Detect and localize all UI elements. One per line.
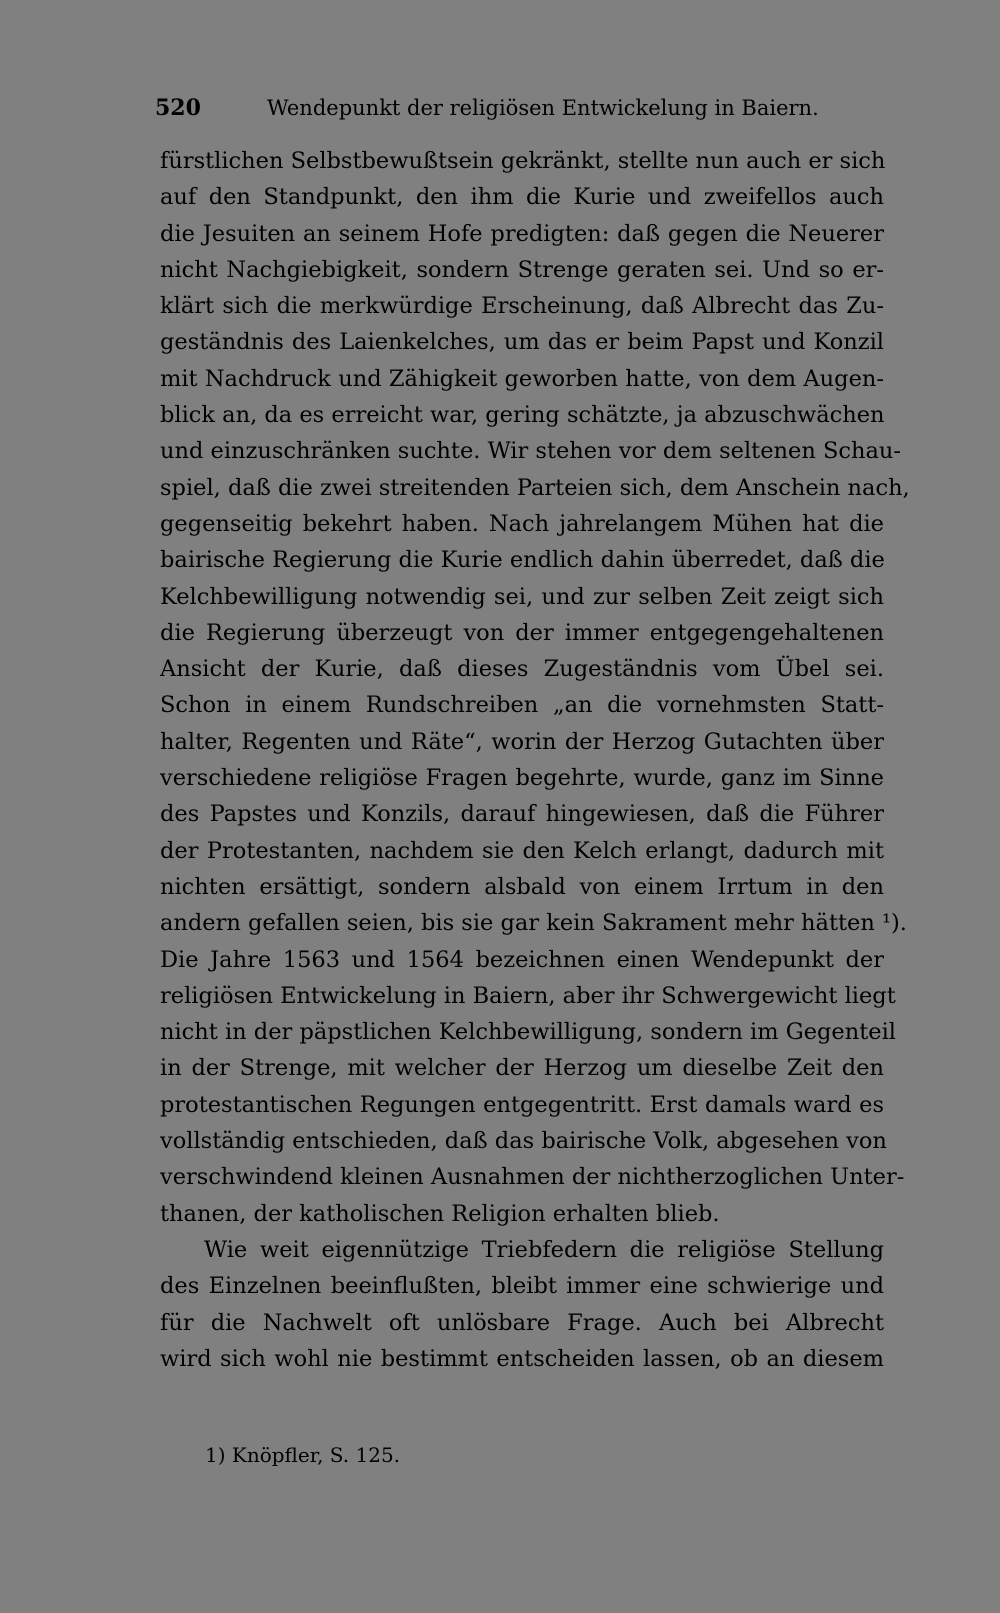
- text-line: bairische Regierung die Kurie endlich dahin überredet, daß die: [160, 547, 885, 574]
- page-number: 520: [155, 95, 201, 121]
- text-line: Wie weit eigennützige Triebfedern die religiöse Stellung: [204, 1236, 884, 1263]
- text-line: Ansicht der Kurie, daß dieses Zugeständnis vom Übel sei.: [160, 656, 884, 683]
- text-line: des Papstes und Konzils, darauf hingewiesen, daß die Führer: [160, 801, 884, 828]
- text-line: die Regierung überzeugt von der immer entgegengehaltenen: [160, 619, 884, 646]
- text-line: Die Jahre 1563 und 1564 bezeichnen einen Wendepunkt der: [160, 946, 884, 973]
- running-title: Wendepunkt der religiösen Entwickelung in Baiern.: [267, 96, 819, 120]
- text-line: fürstlichen Selbstbewußtsein gekränkt, stellte nun auch er sich: [160, 148, 886, 174]
- text-line: mit Nachdruck und Zähigkeit geworben hatte, von dem Augen-: [160, 365, 884, 392]
- text-line: nicht Nachgiebigkeit, sondern Strenge geraten sei. Und so er-: [160, 256, 884, 283]
- text-line: spiel, daß die zwei streitenden Parteien sich, dem Anschein nach,: [160, 474, 910, 501]
- text-line: thanen, der katholischen Religion erhalten blieb.: [160, 1200, 720, 1227]
- text-line: der Protestanten, nachdem sie den Kelch erlangt, dadurch mit: [160, 837, 884, 864]
- running-head: [155, 90, 885, 126]
- text-line: geständnis des Laienkelches, um das er beim Papst und Konzil: [160, 329, 884, 356]
- text-line: für die Nachwelt oft unlösbare Frage. Auch bei Albrecht: [160, 1309, 884, 1336]
- text-line: in der Strenge, mit welcher der Herzog um dieselbe Zeit den: [160, 1055, 884, 1082]
- text-line: auf den Standpunkt, den ihm die Kurie und zweifellos auch: [160, 184, 884, 211]
- text-line: verschwindend kleinen Ausnahmen der nichtherzoglichen Unter-: [160, 1164, 905, 1191]
- text-line: religiösen Entwickelung in Baiern, aber ihr Schwergewicht liegt: [160, 982, 896, 1009]
- text-line: Schon in einem Rundschreiben „an die vornehmsten Statt-: [160, 692, 884, 719]
- text-line: nicht in der päpstlichen Kelchbewilligung, sondern im Gegenteil: [160, 1019, 896, 1046]
- text-line: wird sich wohl nie bestimmt entscheiden lassen, ob an diesem: [160, 1345, 884, 1372]
- text-line: vollständig entschieden, daß das bairische Volk, abgesehen von: [160, 1128, 887, 1155]
- text-line: und einzuschränken suchte. Wir stehen vor dem seltenen Schau-: [160, 438, 902, 465]
- body-text: [160, 143, 910, 1377]
- text-line: protestantischen Regungen entgegentritt. Erst damals ward es: [160, 1091, 884, 1118]
- text-line: klärt sich die merkwürdige Erscheinung, daß Albrecht das Zu-: [160, 293, 884, 320]
- text-line: verschiedene religiöse Fragen begehrte, wurde, ganz im Sinne: [160, 765, 884, 792]
- text-line: halter, Regenten und Räte“, worin der Herzog Gutachten über: [160, 728, 884, 755]
- text-line: des Einzelnen beeinflußten, bleibt immer eine schwierige und: [160, 1273, 884, 1300]
- text-line: blick an, da es erreicht war, gering schätzte, ja abzuschwächen: [160, 402, 885, 429]
- text-line: nichten ersättigt, sondern alsbald von einem Irrtum in den: [160, 873, 884, 900]
- text-line: gegenseitig bekehrt haben. Nach jahrelangem Mühen hat die: [160, 510, 884, 537]
- text-line: Kelchbewilligung notwendig sei, und zur selben Zeit zeigt sich: [160, 583, 884, 610]
- text-line: die Jesuiten an seinem Hofe predigten: daß gegen die Neuerer: [160, 220, 884, 247]
- footnote: 1) Knöpfler, S. 125.: [205, 1443, 401, 1467]
- text-line: andern gefallen seien, bis sie gar kein Sakrament mehr hätten ¹).: [160, 910, 907, 937]
